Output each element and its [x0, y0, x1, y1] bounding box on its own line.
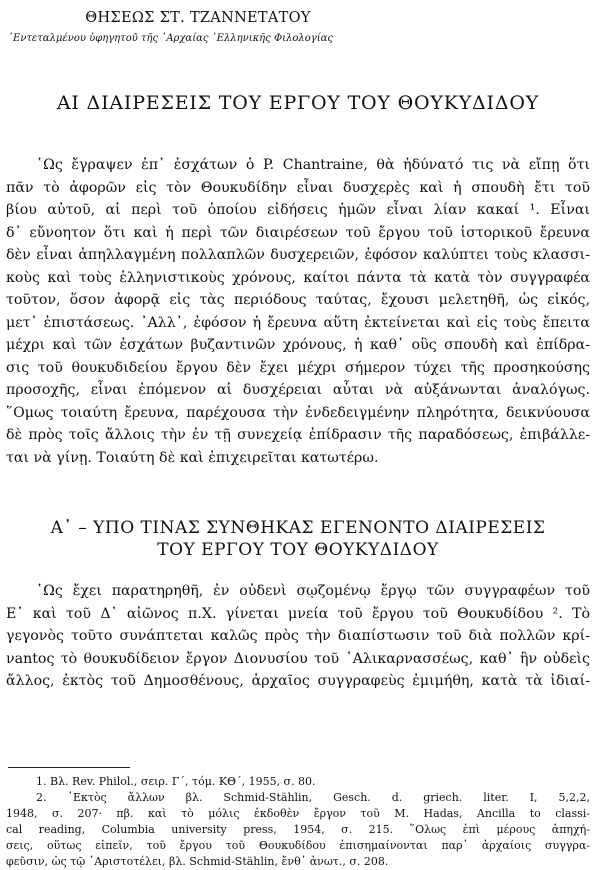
section-paragraph: [6, 580, 590, 693]
intro-paragraph: [6, 154, 590, 469]
section-heading-line: Α᾿ – ΥΠΟ ΤΙΝΑΣ ΣΥΝΘΗΚΑΣ ΕΓΕΝΟΝΤΟ ΔΙΑΙΡΕΣΕΙΣ: [50, 518, 546, 538]
footnote-line: φεῦσιν, ὡς τῷ ᾿Αριστοτέλει, βλ. Schmid-Stählin, ἔνθ᾿ ἀνωτ., σ. 208.: [6, 855, 389, 868]
text-line: γεγονὸς τοῦτο συνάπτεται καλῶς πρὸς τὴν διαπίστωσιν τοῦ διὰ πολλῶν κρί-: [6, 628, 590, 644]
text-line: δ᾿ εὔνοητον ὅτι καὶ ἡ περὶ τῶν διαιρέσεων τοῦ ἔργου τοῦ ἱστορικοῦ ἔρευνα: [6, 224, 590, 241]
article-title: ΑΙ ΔΙΑΙΡΕΣΕΙΣ ΤΟΥ ΕΡΓΟΥ ΤΟΥ ΘΟΥΚΥΔΙΔΟΥ: [56, 92, 540, 114]
text-line: ῾Ως ἔχει παρατηρηθῆ, ἐν οὐδενὶ σῳζομένῳ ἔργῳ τῶν συγγραφέων τοῦ: [36, 583, 590, 599]
text-line: νantος τὸ θουκυδίδειον ἔργον Διονυσίου τοῦ ῾Αλικαρνασσέως, καθ᾿ ἣν οὐδεὶς: [6, 650, 590, 667]
text-line: δὲ πρὸς τοῖς ἄλλοις τὴν ἐν τῇ συνεχείᾳ ἐπίδρασιν τῆς παραδόσεως, ἐπιβάλλε-: [6, 427, 590, 443]
text-line: προσοχῆς, εἶναι ἐπόμενον αἱ δυσχέρειαι αὗται νὰ αὐξάνωνται ἀναλόγως.: [6, 382, 590, 398]
text-line: πᾶν τὸ ἀφορῶν εἰς τὸν Θουκυδίδην εἶναι δυσχερὲς καὶ ἡ σπουδὴ ἔτι τοῦ: [6, 179, 590, 196]
section-heading: [0, 517, 596, 561]
text-line: δὲν εἶναι ἀπηλλαγμένη πολλαπλῶν δυσχερειῶν, ἐφόσον καλύπτει τοὺς κλασσι-: [6, 247, 590, 263]
text-line: ῾Ως ἔγραψεν ἐπ᾿ ἐσχάτων ὁ P. Chantraine, θὰ ἠδύνατό τις νὰ εἴπῃ ὅτι: [36, 157, 590, 173]
footnote-rule: [8, 767, 130, 768]
text-line: ῞Ομως τοιαύτη ἔρευνα, παρέχουσα τὴν ἐνδεδειγμένην πληρότητα, δεικνύουσα: [6, 404, 590, 421]
text-line: Ε᾿ καὶ τοῦ Δ᾿ αἰῶνος π.Χ. γίνεται μνεία τοῦ ἔργου τοῦ Θουκυδίδου ². Τὸ: [6, 605, 590, 622]
text-line: σις τοῦ θουκυδιδείου ἔργου δὲν ἔχει μέχρι σήμερον τύχει τῆς προσηκούσης: [6, 359, 590, 376]
text-line: βίου αὐτοῦ, αἱ περὶ τοῦ ὁποίου εἰδήσεις ἡμῶν εἶναι λίαν κακαί ¹. Εἶναι: [6, 202, 590, 218]
footnote-line: 2. ᾿Εκτὸς ἄλλων βλ. Schmid-Stählin, Gesch. d. griech. liter. I, 5,2,2,: [36, 791, 590, 804]
text-line: τοῦτον, ὅσον ἀφορᾷ εἰς τὰς περιόδους ταύτας, ἔχουσι μελετηθῆ, ὡς εἰκός,: [6, 292, 590, 308]
footnote-line: cal reading, Columbia university press, 1954, σ. 215. ῞Ολως ἐπὶ μέρους ἀπηχή-: [6, 823, 590, 836]
footnote-line: σεις, οὕτως εἰπεῖν, τοῦ ἔργου τοῦ Θουκυδίδου ἐπισημαίνονται παρ᾿ ἀρχαίοις συγγρα-: [6, 839, 590, 852]
text-line: κοὺς καὶ τοὺς ἑλληνιστικοὺς χρόνους, καίτοι πάντα τὰ κατὰ τὸν συγγραφέα: [6, 269, 590, 286]
author-affiliation: ᾿Εντεταλμένου ὑφηγητοῦ τῆς ᾿Αρχαίας ῾Ελληνικῆς Φιλολογίας: [8, 33, 334, 44]
section-heading-line: ΤΟΥ ΕΡΓΟΥ ΤΟΥ ΘΟΥΚΥΔΙΔΟΥ: [157, 540, 439, 560]
footnote-line: 1. Βλ. Rev. Philol., σειρ. Γ΄, τόμ. ΚΘ΄, 1955, σ. 80.: [36, 775, 316, 788]
text-line: μέχρι καὶ τῶν ἐσχάτων βυζαντινῶν χρόνους, ἡ καθ᾿ οὓς σπουδὴ καὶ ἐπίδρα-: [6, 337, 590, 353]
footnote-line: 1948, σ. 207· πβ. καὶ τὸ μόλις ἐκδοθὲν ἔργον τοῦ M. Hadas, Ancilla to classi-: [6, 807, 590, 820]
footnotes: [6, 774, 590, 870]
author-name: ΘΗΣΕΩΣ ΣΤ. ΤΖΑΝΝΕΤΑΤΟΥ: [85, 10, 311, 26]
text-line: μετ᾿ ἐπιστάσεως. ᾿Αλλ᾿, ἐφόσον ἡ ἔρευνα αὕτη ἐκτείνεται καὶ εἰς τοὺς ἔπειτα: [6, 314, 590, 331]
text-line: ἄλλος, ἐκτὸς τοῦ Δημοσθένους, ἀρχαῖος συγγραφεὺς ἐμιμήθη, κατὰ τὰ ἰδιαί-: [6, 673, 590, 689]
text-line: ται νὰ γίνῃ. Τοιαύτη δὲ καὶ ἐπιχειρεῖται κατωτέρω.: [6, 449, 379, 466]
